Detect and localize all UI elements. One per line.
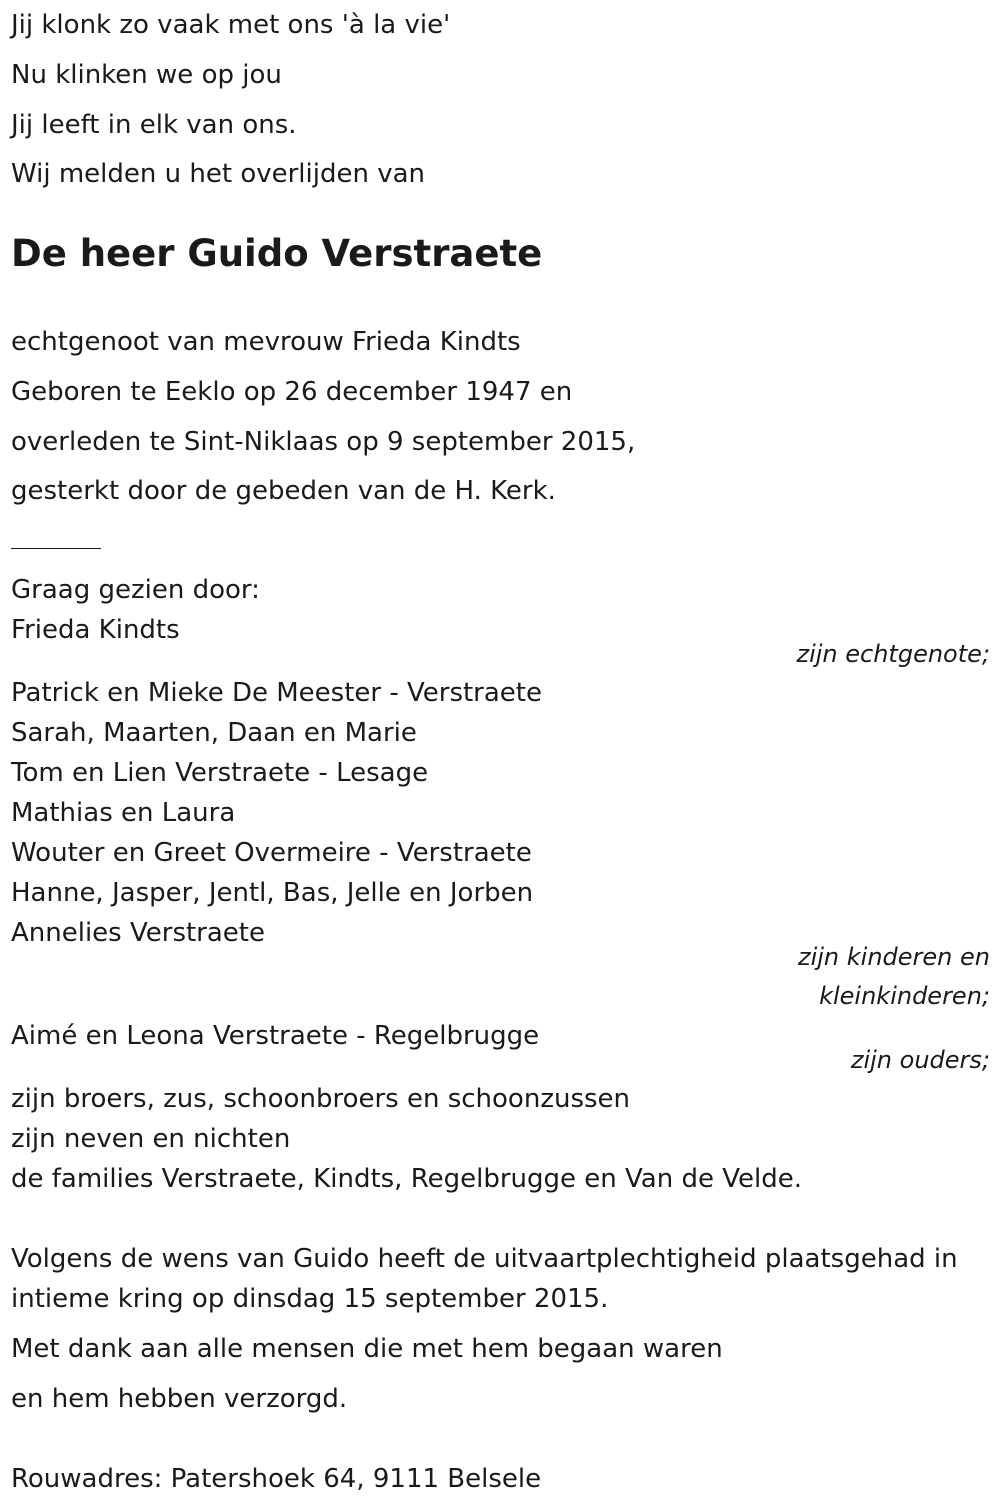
parents-role: zijn ouders; [850,1046,990,1074]
mourning-address: Rouwadres: Patershoek 64, 9111 Belsele [11,1464,542,1494]
closing-line: en hem hebben verzorgd. [11,1384,348,1414]
announcement-line: Wij melden u het overlijden van [11,159,426,189]
divider [11,548,101,549]
relatives-line: de families Verstraete, Kindts, Regelbrugge en Van de Velde. [11,1164,802,1194]
closing-line: Volgens de wens van Guido heeft de uitvaartplechtigheid plaatsgehad in [11,1244,958,1274]
child-line: Tom en Lien Verstraete - Lesage [11,758,429,788]
closing-line: intieme kring op dinsdag 15 september 2015. [11,1284,609,1314]
detail-line: overleden te Sint-Niklaas op 9 september 2015, [11,427,636,457]
relatives-line: zijn neven en nichten [11,1124,291,1154]
verse-line: Jij leeft in elk van ons. [11,110,297,140]
parents-name: Aimé en Leona Verstraete - Regelbrugge [11,1021,540,1051]
intro-line: Graag gezien door: [11,575,260,605]
deceased-name: De heer Guido Verstraete [11,232,543,275]
children-role: kleinkinderen; [819,982,990,1010]
spouse-role: zijn echtgenote; [796,640,990,668]
detail-line: gesterkt door de gebeden van de H. Kerk. [11,476,556,506]
child-line: Annelies Verstraete [11,918,265,948]
verse-line: Jij klonk zo vaak met ons 'à la vie' [11,10,451,40]
children-role: zijn kinderen en [798,943,990,971]
child-line: Sarah, Maarten, Daan en Marie [11,718,417,748]
child-line: Mathias en Laura [11,798,236,828]
child-line: Patrick en Mieke De Meester - Verstraete [11,678,542,708]
closing-line: Met dank aan alle mensen die met hem begaan waren [11,1334,723,1364]
spouse-name: Frieda Kindts [11,615,180,645]
detail-line: echtgenoot van mevrouw Frieda Kindts [11,327,521,357]
relatives-line: zijn broers, zus, schoonbroers en schoonzussen [11,1084,631,1114]
detail-line: Geboren te Eeklo op 26 december 1947 en [11,377,573,407]
verse-line: Nu klinken we op jou [11,60,282,90]
child-line: Hanne, Jasper, Jentl, Bas, Jelle en Jorben [11,878,534,908]
child-line: Wouter en Greet Overmeire - Verstraete [11,838,532,868]
